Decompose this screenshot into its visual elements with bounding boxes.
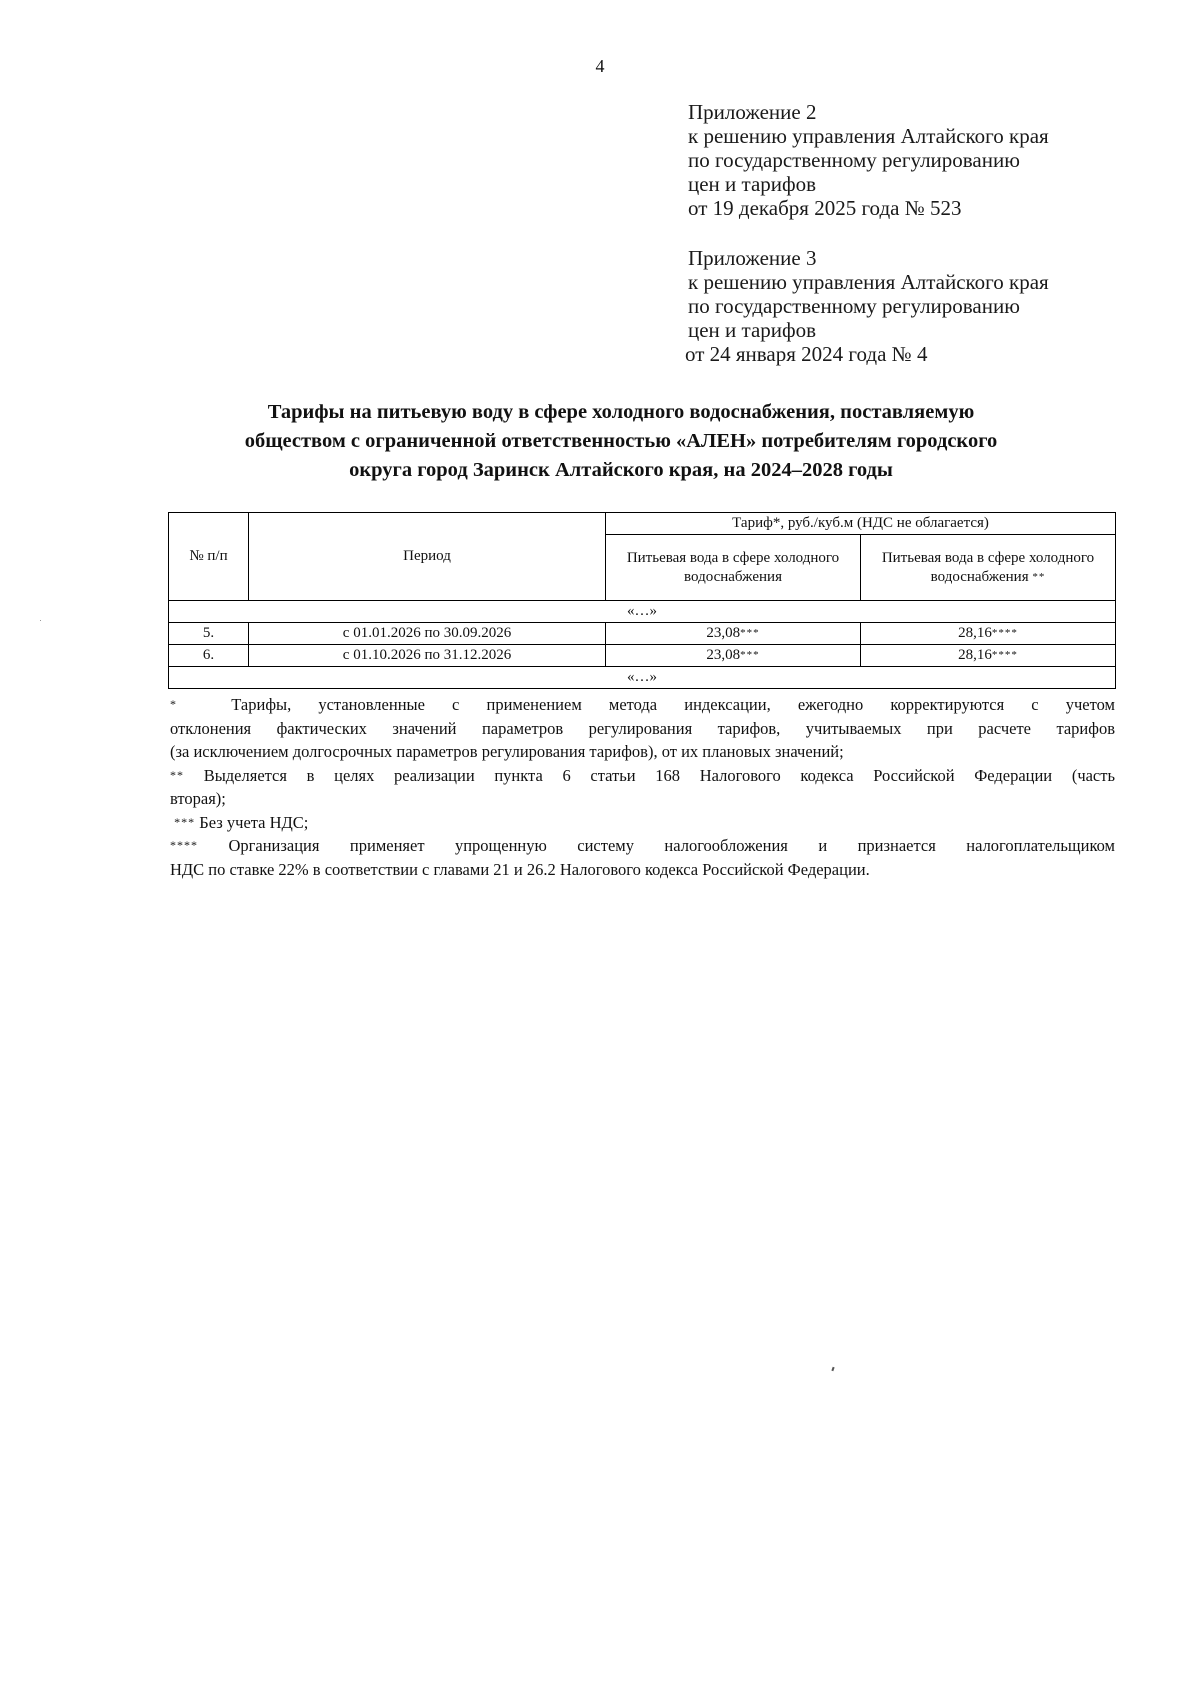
scan-speck [40, 620, 41, 621]
tariff-mark: **** [991, 649, 1018, 661]
footnote-line: отклонения фактических значений параметров регулирования тарифов, учитываемых при расчете тарифов [170, 718, 1115, 738]
tariff-mark: *** [740, 649, 760, 661]
table-row [169, 623, 1116, 645]
title-line: Тарифы на питьевую воду в сфере холодного водоснабжения, поставляемую [267, 401, 975, 423]
tariff-table [168, 512, 1116, 689]
footnote-mark: * [170, 697, 177, 711]
table-row [169, 645, 1116, 667]
footnote-2 [170, 764, 1115, 788]
document-title [150, 398, 1092, 485]
tariff-value: 23,08 [706, 647, 741, 663]
row-period: с 01.01.2026 по 30.09.2026 [249, 623, 606, 645]
appendix-3-block [685, 246, 1049, 366]
footnote-text: Тарифы, установленные с применением метода индексации, ежегодно корректируются с учетом [231, 695, 1115, 714]
header-tariff-group: Тариф*, руб./куб.м (НДС не облагается) [606, 513, 1116, 535]
footnote-text: Без учета НДС; [199, 812, 309, 832]
row-tariff-2 [861, 623, 1116, 645]
footnote-line: (за исключением долгосрочных параметров регулирования тарифов), от их плановых значений; [170, 742, 844, 761]
row-tariff-1 [606, 645, 861, 667]
tariff-value: 23,08 [706, 625, 741, 641]
title-line: обществом с ограниченной ответственностью «АЛЕН» потребителям городского [244, 430, 998, 452]
appendix-3-line: цен и тарифов [688, 318, 817, 342]
header-water-1: Питьевая вода в сфере холодного водоснабжения [606, 535, 861, 601]
footnote-1 [170, 693, 1115, 717]
appendix-3-line: к решению управления Алтайского края [688, 270, 1049, 294]
footnote-3 [170, 811, 1115, 835]
appendix-2-title: Приложение 2 [688, 100, 817, 124]
page-number: 4 [595, 56, 605, 76]
row-tariff-1 [606, 623, 861, 645]
row-num: 6. [169, 645, 249, 667]
appendix-3-title: Приложение 3 [688, 246, 817, 270]
tariff-value: 28,16 [958, 625, 992, 641]
header-water-2-mark: ** [1032, 570, 1046, 583]
footnote-mark: *** [174, 814, 196, 829]
appendix-2-line: по государственному регулированию [688, 148, 1020, 172]
appendix-3-line: по государственному регулированию [688, 294, 1020, 318]
appendix-2-line: цен и тарифов [688, 172, 817, 196]
tariff-mark: **** [991, 627, 1018, 639]
row-period: с 01.10.2026 по 31.12.2026 [249, 645, 606, 667]
appendix-2-block [688, 100, 1049, 220]
footnotes [170, 693, 1115, 881]
appendix-2-date: от 19 декабря 2025 года № 523 [688, 196, 962, 220]
appendix-3-date: от 24 января 2024 года № 4 [685, 342, 928, 366]
ellipsis-row: «…» [169, 667, 1116, 689]
header-num: № п/п [169, 513, 249, 601]
footnote-mark: ** [170, 767, 184, 782]
header-water-2-text: Питьевая вода в сфере холодного водоснабжения [881, 549, 1095, 585]
footnote-4 [170, 834, 1115, 858]
footnote-text: Организация применяет упрощенную систему налогообложения и признается налогоплательщиком [228, 836, 1116, 855]
tariff-value: 28,16 [958, 647, 992, 663]
footnote-text: Выделяется в целях реализации пункта 6 статьи 168 Налогового кодекса Российской Федерации (часть [203, 765, 1115, 785]
scan-speck [831, 1367, 834, 1371]
header-water-2 [861, 535, 1116, 601]
row-num: 5. [169, 623, 249, 645]
footnote-line: вторая); [170, 789, 226, 808]
footnote-line: НДС по ставке 22% в соответствии с главами 21 и 26.2 Налогового кодекса Российской Федерации. [170, 859, 870, 879]
ellipsis-row: «…» [169, 601, 1116, 623]
row-tariff-2 [861, 645, 1116, 667]
appendix-2-line: к решению управления Алтайского края [688, 124, 1049, 148]
header-period: Период [249, 513, 606, 601]
title-line: округа город Заринск Алтайского края, на 2024–2028 годы [349, 459, 893, 481]
tariff-mark: *** [740, 627, 760, 639]
footnote-mark: **** [170, 838, 198, 852]
